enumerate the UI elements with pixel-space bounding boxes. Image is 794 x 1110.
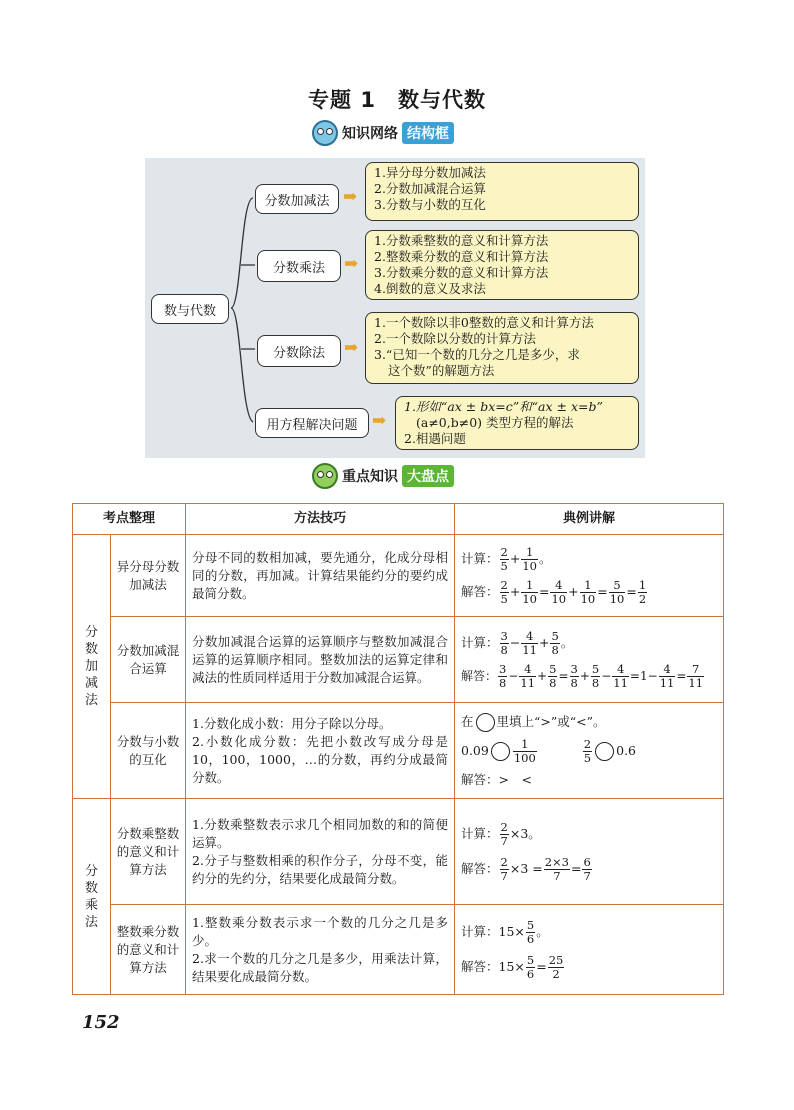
example-cell [455,703,724,799]
arrow-right-icon: ➡ [372,411,387,431]
example-label: 计算： [461,826,499,841]
detail-item: 2.相遇问题 [404,431,466,446]
denominator: 7 [500,833,508,848]
method-cell: 分母不同的数相加减，要先通分，化成分母相同的分数，再加减。计算结果能约分的要约成最简分数。 [186,535,455,617]
numerator: 5 [549,661,557,676]
example-text: 在 [461,714,474,729]
example-question [461,713,717,732]
branch-details [365,230,639,300]
punct: 。 [538,551,552,566]
operator: = [597,584,608,599]
table-row [73,535,724,617]
operator: − [508,669,519,683]
operator: + [509,584,521,599]
column-header: 考点整理 [73,504,186,535]
operator: + [538,635,550,650]
operator: = [536,959,547,974]
denominator: 8 [499,675,507,690]
branch-details [365,312,639,384]
denominator: 5 [500,591,508,606]
numerator: 3 [570,661,578,676]
mind-map [145,158,645,458]
detail-item: 2.整数乘分数的意义和计算方法 [374,249,549,264]
group-label-text: 分数加减法 [84,625,98,708]
denominator: 10 [580,591,596,606]
denominator: 8 [500,642,508,657]
column-header: 方法技巧 [186,504,455,535]
topic-cell: 整数乘分数的意义和计算方法 [111,905,186,995]
example-label: 解答： [461,584,499,599]
group-label-text: 分数乘法 [84,863,98,930]
denominator: 11 [613,675,628,690]
numerator: 4 [550,579,567,593]
operator: + [579,669,590,683]
key-points-banner [312,463,454,489]
fraction [583,738,592,765]
arrow-right-icon: ➡ [343,187,358,207]
denominator: 2 [552,966,560,981]
page-number: 152 [82,1012,120,1033]
blank-circle [476,713,495,732]
mascot-icon [312,120,338,146]
operator: = [558,669,569,683]
fraction [548,663,557,690]
numerator: 5 [609,579,626,593]
mascot-icon [312,463,338,489]
fraction [521,579,538,606]
topic-cell: 分数与小数的互化 [111,703,186,799]
fraction [550,630,559,657]
page-title: 专题 1 数与代数 [308,88,486,112]
arrow-right-icon: ➡ [344,254,359,274]
numerator: 1 [521,579,538,593]
method-cell: 分数加减混合运算的运算顺序与整数加减混合运算的运算顺序相同。整数加法的运算定律和减法的性质同样适用于分数加减混合运算。 [186,617,455,703]
operator: = [626,584,637,599]
numerator: 5 [591,661,600,676]
branch-node: 分数除法 [257,335,341,367]
method-cell: 1.整数乘分数表示求一个数的几分之几是多少。 2.求一个数的几分之几是多少，用乘法计算，结果要化成最简分数。 [186,905,455,995]
detail-item: 这个数”的解题方法 [388,363,495,378]
group-label [73,535,111,799]
branch-node: 用方程解决问题 [255,408,369,438]
example-label: 解答： [461,861,499,876]
detail-item: 3.分数乘分数的意义和计算方法 [374,265,549,280]
table-row [73,905,724,995]
operator: + [509,551,521,566]
operator: = [571,861,582,876]
numerator: 5 [526,952,535,967]
fraction [500,546,509,573]
operator: − [601,669,612,683]
denominator: 6 [526,966,535,981]
fraction [526,954,535,981]
operator: − [509,635,521,650]
denominator: 7 [500,868,508,883]
fraction [526,919,535,946]
detail-item: 1.一个数除以非0整数的意义和计算方法 [374,315,594,330]
numerator: 2×3 [544,854,569,869]
numerator: 3 [499,661,507,676]
fraction [500,856,509,883]
denominator: 11 [659,675,675,690]
denominator: 10 [551,591,567,606]
operator: − [647,669,658,683]
example-text: 里填上“>”或“<”。 [496,714,606,729]
denominator: 8 [570,675,578,690]
operator: = [538,584,550,599]
branch-details [395,396,639,450]
denominator: 8 [591,675,600,690]
numerator: 4 [521,630,538,644]
fraction [580,579,597,606]
example-answer [461,663,717,690]
fraction [513,738,537,765]
numerator: 5 [551,628,559,643]
operator: + [537,669,548,683]
fraction [582,856,591,883]
fraction [500,630,509,657]
numerator: 4 [612,663,629,677]
root-node: 数与代数 [151,294,229,324]
example-text: ×3 = [509,861,543,876]
denominator: 10 [522,558,537,573]
fraction [609,579,626,606]
operator: = [629,669,640,683]
example-answer: 解答：> < [461,771,532,787]
example-label: 解答： [461,669,498,683]
numerator: 2 [500,544,508,559]
fraction [544,856,570,883]
operator: = [676,669,687,683]
blank-circle [491,742,510,761]
detail-item: 3.分数与小数的互化 [374,197,486,212]
table-row [73,799,724,905]
detail-item: 4.倒数的意义及求法 [374,281,486,296]
banner-title: 重点知识 [342,469,398,485]
denominator: 5 [500,558,508,573]
example-answer [461,856,717,883]
decimal: 0.09 [461,743,489,758]
branch-details [365,162,639,221]
denominator: 8 [549,675,557,690]
detail-item: (a≠0,b≠0) 类型方程的解法 [416,415,574,430]
fraction [612,663,629,690]
numerator: 4 [519,663,536,677]
decimal: 0.6 [616,743,637,758]
branch-node: 分数加减法 [255,184,339,214]
numerator: 1 [580,579,597,593]
example-question [461,630,717,657]
example-text: 15× [498,959,525,974]
example-answer [461,954,717,981]
method-cell: 1.分数乘整数表示求几个相同加数的和的简便运算。 2.分子与整数相乘的积作分子，分母不变，能约分的先约分，结果要化成最简分数。 [186,799,455,905]
fraction [591,663,600,690]
fraction [498,663,507,690]
denominator: 11 [522,642,537,657]
punct: 。 [560,635,574,650]
detail-item: 1.分数乘整数的意义和计算方法 [374,233,549,248]
operator: + [568,584,579,599]
fraction [519,663,536,690]
example-cell [455,617,724,703]
key-points-table [72,503,724,995]
topic-cell: 分数加减混合运算 [111,617,186,703]
detail-item: 1.异分母分数加减法 [374,165,486,180]
fraction [500,579,509,606]
group-label [73,799,111,995]
numerator: 5 [526,917,535,932]
example-cell [455,905,724,995]
example-question [461,919,717,946]
example-label: 计算： [461,551,499,566]
denominator: 2 [638,591,647,606]
fraction [687,663,704,690]
example-question [461,821,717,848]
example-cell [455,799,724,905]
example-text: 15× [498,924,525,939]
comparison-row [461,738,717,765]
punct: 。 [536,924,549,939]
example-question [461,546,717,573]
fraction [548,954,565,981]
numerator: 3 [500,628,508,643]
numerator: 2 [583,736,592,751]
banner-tag: 结构框 [402,122,454,144]
integer: 1 [639,669,648,683]
numerator: 25 [548,952,564,967]
denominator: 5 [583,750,592,765]
example-label: 计算： [461,635,499,650]
banner-title: 知识网络 [342,126,398,142]
method-cell: 1.分数化成小数：用分子除以分母。 2.小数化成分数：先把小数改写成分母是 10，100，1000，…的分数，再约分成最简分数。 [186,703,455,799]
example-cell [455,535,724,617]
fraction [570,663,579,690]
blank-circle [595,742,614,761]
example-answer [461,579,717,606]
table-row [73,703,724,799]
denominator: 100 [513,750,536,765]
numerator: 7 [687,663,704,677]
numerator: 1 [521,546,538,560]
numerator: 1 [638,577,647,592]
example-text: ×3。 [509,826,541,841]
example-label: 计算： [461,924,499,939]
fraction [500,821,509,848]
detail-item: 2.分数加减混合运算 [374,181,486,196]
arrow-right-icon: ➡ [344,338,359,358]
table-row [73,617,724,703]
numerator: 6 [583,854,591,869]
knowledge-network-banner [312,120,454,146]
numerator: 1 [513,738,537,752]
numerator: 4 [659,663,676,677]
banner-tag: 大盘点 [402,465,454,487]
fraction [550,579,567,606]
fraction [521,546,538,573]
denominator: 7 [553,868,561,883]
detail-item: 2.一个数除以分数的计算方法 [374,331,536,346]
branch-node: 分数乘法 [257,250,341,282]
fraction [521,630,538,657]
example-label: 解答： [461,959,499,974]
detail-item: 3.“已知一个数的几分之几是多少，求 [374,347,580,362]
denominator: 6 [526,931,535,946]
column-header: 典例讲解 [455,504,724,535]
denominator: 10 [522,591,537,606]
denominator: 11 [688,675,704,690]
fraction [638,579,647,606]
topic-cell: 分数乘整数的意义和计算方法 [111,799,186,905]
detail-item: 1.形如“ax ± bx=c”和“ax ± x=b” [404,399,603,414]
denominator: 8 [551,642,559,657]
denominator: 10 [609,591,625,606]
table-header-row [73,504,724,535]
denominator: 11 [520,675,536,690]
topic-cell: 异分母分数加减法 [111,535,186,617]
numerator: 2 [500,854,508,869]
denominator: 7 [583,868,591,883]
numerator: 2 [500,819,508,834]
fraction [659,663,676,690]
numerator: 2 [500,577,508,592]
